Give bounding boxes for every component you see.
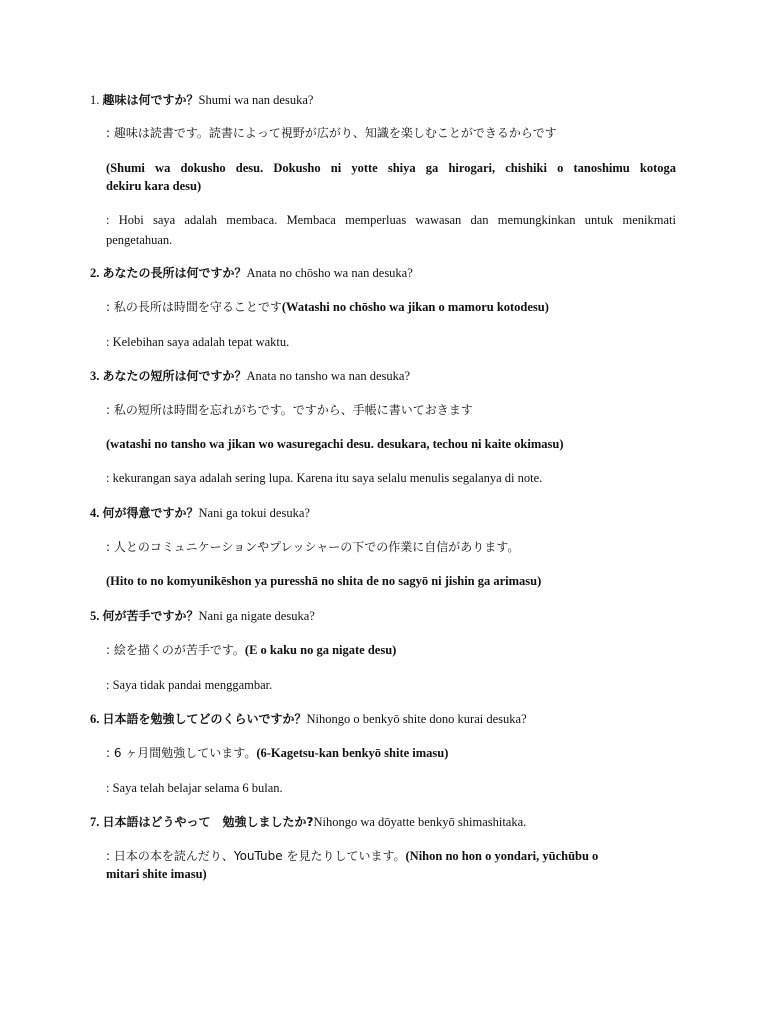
answer-romaji-continued: dekiru kara desu) — [106, 179, 202, 193]
answer-japanese: : 趣味は読書です。読書によって視野が広がり、知識を楽しむことができるからです — [106, 126, 557, 140]
answer-line — [106, 641, 396, 659]
answer-indonesian: : Kelebihan saya adalah tepat waktu. — [106, 335, 290, 349]
question-japanese: あなたの短所は何ですか？ — [102, 369, 247, 383]
question-romaji: Anata no chōsho wa nan desuka? — [246, 266, 413, 280]
answer-japanese: : 6 ヶ月間勉強しています。 — [106, 746, 257, 760]
question-number: 7. — [90, 815, 100, 829]
question-romaji: Nihongo o benkyō shite dono kurai desuka? — [306, 712, 527, 726]
question-japanese: 趣味は何ですか？ — [102, 93, 199, 107]
question-2 — [90, 264, 413, 282]
question-number: 1. — [90, 93, 100, 107]
question-6 — [90, 710, 527, 728]
answer-japanese: : 絵を描くのが苦手です。 — [106, 643, 245, 657]
answer-indonesian: : Saya tidak pandai menggambar. — [106, 678, 273, 692]
answer-line — [106, 298, 549, 316]
question-4 — [90, 504, 310, 522]
question-romaji: Nani ga tokui desuka? — [198, 506, 310, 520]
question-romaji: Nani ga nigate desuka? — [198, 609, 315, 623]
answer-romaji: (E o kaku no ga nigate desu) — [244, 643, 397, 657]
answer-japanese: : 私の短所は時間を忘れがちです。ですから、手帳に書いておきます — [106, 403, 473, 417]
question-number: 4. — [90, 506, 100, 520]
answer-romaji: (6-Kagetsu-kan benkyō shite imasu) — [256, 746, 449, 760]
question-romaji: Shumi wa nan desuka? — [198, 93, 314, 107]
question-5 — [90, 607, 315, 625]
answer-romaji: (Nihon no hon o yondari, yūchūbu o — [405, 849, 599, 863]
question-3 — [90, 367, 410, 385]
question-romaji: Anata no tansho wa nan desuka? — [246, 369, 411, 383]
question-japanese: 何が苦手ですか？ — [102, 609, 199, 623]
question-number: 6. — [90, 712, 100, 726]
answer-indonesian: : Hobi saya adalah membaca. Membaca memperluas wawasan dan memungkinkan untuk menikmati — [106, 213, 676, 227]
answer-line — [106, 744, 448, 762]
answer-romaji: (watashi no tansho wa jikan wo wasuregachi desu. desukara, techou ni kaite okimasu) — [106, 437, 564, 451]
answer-japanese: : 私の長所は時間を守ることです — [106, 300, 282, 314]
answer-romaji: (Shumi wa dokusho desu. Dokusho ni yotte shiya ga hirogari, chishiki o tanoshimu kotoga — [106, 161, 676, 175]
question-japanese: 日本語はどうやって 勉強しましたか? — [102, 815, 314, 829]
answer-japanese: : 日本の本を読んだり、YouTube を見たりしています。 — [106, 849, 406, 863]
question-number: 5. — [90, 609, 100, 623]
answer-indonesian: : kekurangan saya adalah sering lupa. Karena itu saya selalu menulis segalanya di note. — [106, 471, 543, 485]
question-japanese: 日本語を勉強してどのくらいですか？ — [102, 712, 307, 726]
answer-romaji: (Hito to no komyunikēshon ya puresshā no shita de no sagyō ni jishin ga arimasu) — [106, 574, 542, 588]
question-japanese: 何が得意ですか？ — [102, 506, 199, 520]
question-7 — [90, 813, 526, 831]
answer-romaji-continued: mitari shite imasu) — [106, 867, 207, 881]
question-1 — [90, 91, 313, 109]
answer-romaji: (Watashi no chōsho wa jikan o mamoru kotodesu) — [281, 300, 549, 314]
answer-indonesian: : Saya telah belajar selama 6 bulan. — [106, 781, 283, 795]
answer-indonesian-continued: pengetahuan. — [106, 233, 173, 247]
question-number: 2. — [90, 266, 100, 280]
question-japanese: あなたの長所は何ですか？ — [102, 266, 247, 280]
answer-japanese: : 人とのコミュニケーションやプレッシャーの下での作業に自信があります。 — [106, 540, 520, 554]
question-number: 3. — [90, 369, 100, 383]
answer-line — [106, 847, 598, 865]
question-romaji: Nihongo wa dōyatte benkyō shimashitaka. — [313, 815, 527, 829]
